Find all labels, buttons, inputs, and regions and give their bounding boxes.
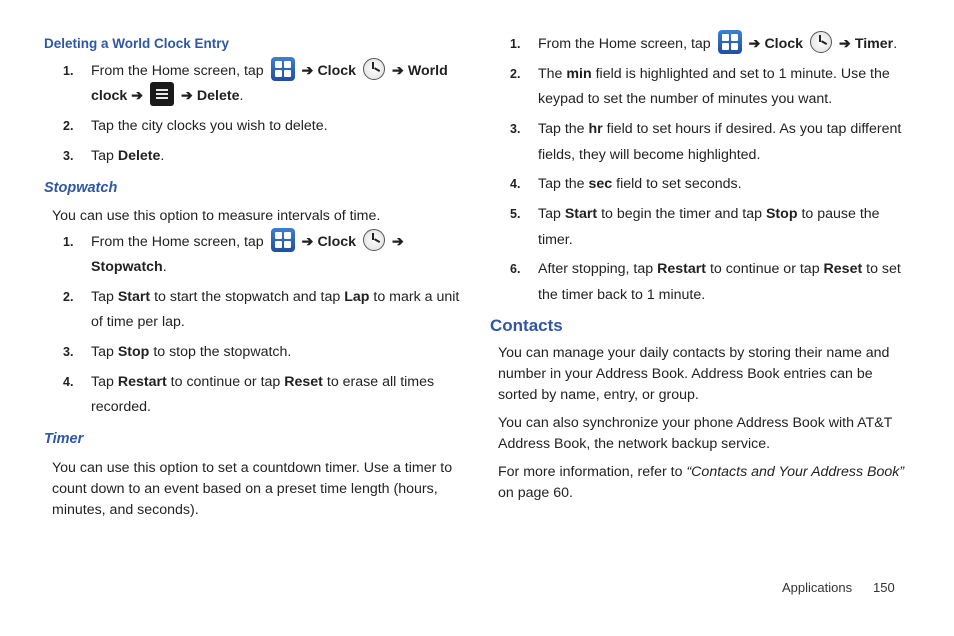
page-number: 150 (873, 580, 895, 595)
step-text: Tap (91, 374, 114, 390)
step-text: to erase all times (326, 374, 435, 390)
step-number: 1. (63, 64, 74, 78)
stopwatch-step-4-line2: recorded. (91, 399, 151, 415)
contacts-p2-line2: Address Book, the network backup service. (498, 436, 771, 452)
timer-intro-line3: minutes, and seconds). (52, 502, 199, 518)
arrow-icon: ➔ (391, 63, 404, 79)
restart-label: Restart (657, 261, 706, 277)
step-number: 4. (510, 177, 521, 191)
step-text: field to set hours if desired. As you tap different (606, 121, 902, 137)
menu-key-icon (150, 82, 174, 106)
timer-step-2 (538, 61, 890, 87)
step-text: Tap the (538, 176, 585, 192)
timer-step-1 (538, 31, 897, 57)
footer-section: Applications (782, 580, 853, 595)
cross-reference-link[interactable]: “Contacts and Your Address Book” (686, 464, 905, 480)
contacts-p3-line2: on page 60. (498, 485, 573, 501)
step-number: 5. (510, 207, 521, 221)
clock-icon (810, 31, 832, 53)
min-label: min (566, 66, 592, 82)
contacts-p2-line1: You can also synchronize your phone Address Book with AT&T (498, 415, 893, 431)
step-number: 4. (63, 375, 74, 389)
timer-intro-line2: count down to an event based on a preset time length (hours, (52, 481, 438, 497)
delete-label: Delete (196, 88, 240, 104)
apps-grid-icon (718, 30, 742, 54)
timer-step-5-line2: timer. (538, 232, 573, 248)
delete-label: Delete (117, 148, 161, 164)
clock-word: clock (91, 88, 128, 104)
timer-step-4 (538, 171, 742, 197)
stopwatch-step-3 (91, 339, 291, 365)
timer-label: Timer (854, 36, 894, 52)
arrow-icon: ➔ (301, 234, 314, 250)
arrow-icon: ➔ (301, 63, 314, 79)
restart-label: Restart (117, 374, 167, 390)
step-number: 3. (63, 345, 74, 359)
arrow-icon: ➔ (391, 234, 404, 250)
step-text: field is highlighted and set to 1 minute. Use the (595, 66, 890, 82)
contacts-p1-line3: sorted by name, entry, or group. (498, 387, 699, 403)
timer-intro-line1: You can use this option to set a countdown timer. Use a timer to (52, 460, 453, 476)
heading-timer: Timer (44, 431, 84, 447)
step-end: . (162, 259, 167, 275)
para-text: For more information, refer to (498, 464, 683, 480)
step-end: . (239, 88, 244, 104)
step-text: Tap (91, 344, 114, 360)
step-text: to begin the timer and tap (601, 206, 763, 222)
step-text: to continue or tap (170, 374, 281, 390)
step-number: 1. (510, 37, 521, 51)
stopwatch-intro: You can use this option to measure intervals of time. (52, 208, 381, 224)
step-number: 2. (63, 119, 74, 133)
step-number: 2. (510, 67, 521, 81)
step-end: . (160, 148, 165, 164)
step-text: The (538, 66, 563, 82)
reset-label: Reset (823, 261, 863, 277)
clock-icon (363, 58, 385, 80)
stopwatch-step-1-line2 (91, 254, 167, 280)
start-label: Start (117, 289, 151, 305)
timer-step-5 (538, 201, 880, 227)
step-text: Tap (538, 206, 561, 222)
step-number: 2. (63, 290, 74, 304)
contacts-p1-line2: number in your Address Book. Address Book entries can be (498, 366, 873, 382)
contacts-p3-line1 (498, 462, 904, 483)
step-text: to stop the stopwatch. (153, 344, 292, 360)
timer-step-2-line2: keypad to set the number of minutes you want. (538, 91, 833, 107)
clock-label: Clock (317, 234, 357, 250)
step-text: Tap (91, 148, 114, 164)
step-text: to start the stopwatch and tap (154, 289, 341, 305)
sec-label: sec (588, 176, 613, 192)
step-number: 3. (63, 149, 74, 163)
step-text: From the Home screen, tap (91, 63, 264, 79)
timer-step-6-line2: the timer back to 1 minute. (538, 287, 706, 303)
step-text: to set (866, 261, 901, 277)
world-label: World (407, 63, 448, 79)
stop-label: Stop (117, 344, 150, 360)
timer-step-3-line2: fields, they will become highlighted. (538, 147, 761, 163)
apps-grid-icon (271, 228, 295, 252)
lap-label: Lap (344, 289, 370, 305)
arrow-icon: ➔ (748, 36, 761, 52)
hr-label: hr (588, 121, 603, 137)
world-step-3 (91, 143, 164, 169)
step-number: 3. (510, 122, 521, 136)
arrow-icon: ➔ (181, 88, 193, 104)
reset-label: Reset (284, 374, 323, 390)
step-text: From the Home screen, tap (91, 234, 264, 250)
stopwatch-step-2-line2: of time per lap. (91, 314, 185, 330)
step-text: After stopping, tap (538, 261, 654, 277)
step-text: to continue or tap (709, 261, 820, 277)
step-text: Tap the (538, 121, 585, 137)
stopwatch-step-1 (91, 229, 404, 255)
heading-contacts: Contacts (490, 316, 563, 335)
contacts-p1-line1: You can manage your daily contacts by storing their name and (498, 345, 890, 361)
step-text: field to set seconds. (616, 176, 742, 192)
heading-stopwatch: Stopwatch (44, 180, 118, 196)
arrow-icon: ➔ (131, 88, 144, 104)
step-number: 1. (63, 235, 74, 249)
step-number: 6. (510, 262, 521, 276)
timer-step-6 (538, 256, 901, 282)
stop-label: Stop (765, 206, 798, 222)
heading-delete-world-clock: Deleting a World Clock Entry (44, 36, 230, 51)
clock-label: Clock (317, 63, 357, 79)
stopwatch-step-4 (91, 369, 434, 395)
stopwatch-label: Stopwatch (91, 259, 163, 275)
step-text: to pause the (801, 206, 880, 222)
stopwatch-step-2 (91, 284, 459, 310)
clock-label: Clock (764, 36, 804, 52)
timer-step-3 (538, 116, 901, 142)
start-label: Start (564, 206, 598, 222)
step-text: Tap (91, 289, 114, 305)
world-step-1 (91, 58, 448, 84)
step-text: to mark a unit (373, 289, 460, 305)
step-end: . (893, 36, 898, 52)
world-step-1-line2 (91, 83, 243, 109)
clock-icon (363, 229, 385, 251)
apps-grid-icon (271, 57, 295, 81)
step-text: From the Home screen, tap (538, 36, 711, 52)
world-step-2: Tap the city clocks you wish to delete. (91, 118, 328, 134)
arrow-icon: ➔ (838, 36, 851, 52)
